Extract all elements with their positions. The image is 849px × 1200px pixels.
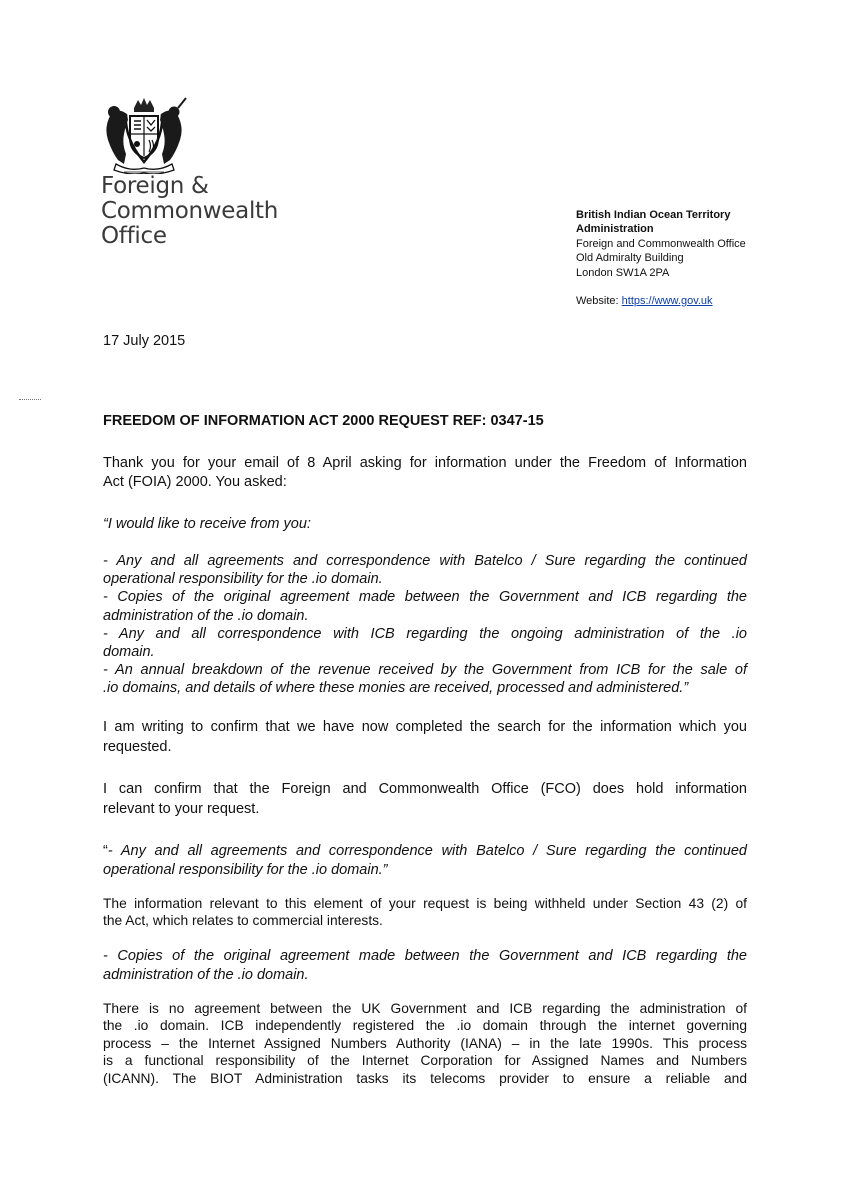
website-label: Website: [576,295,622,308]
element-2-response-line-4: is a functional responsibility of the Internet Corporation for Assigned Names and Numbers [103,1053,747,1069]
element-1-quote [103,842,747,879]
request-3-line-1: - Any and all correspondence with ICB regarding the ongoing administration of the .io [103,625,747,642]
logo-line-1: Foreign & [101,173,209,199]
request-list [103,552,747,698]
element-2-response-line-2: the .io domain. ICB independently registered the .io domain through the internet governing [103,1018,747,1034]
element-1-response-line-2: the Act, which relates to commercial interests. [103,913,383,929]
element-1-response-line-1: The information relevant to this element of your request is being withheld under Section 43 (2) of [103,896,747,911]
address-line-2: Administration [576,223,654,236]
confirm-hold-paragraph [103,779,747,819]
website-row [576,294,746,308]
request-1-line-2: operational responsibility for the .io domain. [103,571,383,588]
request-4-line-2: .io domains, and details of where these monies are received, processed and administered.” [103,680,689,697]
element-1-line-1 [103,842,747,861]
intro-line-2: Act (FOIA) 2000. You asked: [103,473,287,490]
letter-heading: FREEDOM OF INFORMATION ACT 2000 REQUEST REF: 0347-15 [103,413,544,429]
request-2-line-1: - Copies of the original agreement made between the Government and ICB regarding the [103,589,747,606]
element-2-response-line-1: There is no agreement between the UK Government and ICB regarding the administration of [103,1001,747,1016]
logo-line-2: Commonwealth [101,198,279,224]
quote-opening: “I would like to receive from you: [103,516,311,532]
organisation-logotype [101,174,278,249]
dotted-margin-mark [19,399,41,400]
request-4-line-1: - An annual breakdown of the revenue received by the Government from ICB for the sale of [103,662,747,679]
address-line-5: London SW1A 2PA [576,266,670,279]
intro-paragraph [103,454,747,491]
element-1-open-quote: “ [103,843,108,859]
request-2-line-2: administration of the .io domain. [103,607,309,624]
element-2-quote [103,947,747,984]
address-line-3: Foreign and Commonwealth Office [576,237,746,250]
request-1-line-1: - Any and all agreements and correspondence with Batelco / Sure regarding the continued [103,553,747,569]
intro-line-1: Thank you for your email of 8 April asking for information under the Freedom of Information [103,455,747,471]
element-2-line-2: administration of the .io domain. [103,966,309,983]
confirm-hold-line-1: I can confirm that the Foreign and Commonwealth Office (FCO) does hold information [103,781,747,797]
element-1-line-1-text: - Any and all agreements and correspondence with Batelco / Sure regarding the continued [107,843,747,859]
confirm-hold-line-2: relevant to your request. [103,801,260,817]
royal-coat-of-arms-icon [94,94,194,174]
element-2-line-1: - Copies of the original agreement made between the Government and ICB regarding the [103,948,747,964]
element-1-line-2: operational responsibility for the .io domain.” [103,861,388,878]
confirm-search-paragraph [103,717,747,757]
address-line-4: Old Admiralty Building [576,252,684,265]
sender-address [576,208,746,308]
logo-line-3: Office [101,223,167,249]
element-2-response-line-5: (ICANN). The BIOT Administration tasks its telecoms provider to ensure a reliable and [103,1070,747,1086]
confirm-search-line-1: I am writing to confirm that we have now completed the search for the information which you [103,719,747,735]
confirm-search-line-2: requested. [103,739,172,755]
element-2-response [103,1000,747,1087]
address-line-1: British Indian Ocean Territory [576,209,731,221]
letter-date: 17 July 2015 [103,333,186,349]
element-1-response [103,895,747,930]
request-3-line-2: domain. [103,644,155,661]
website-link[interactable]: https://www.gov.uk [621,295,713,308]
element-2-response-line-3: process – the Internet Assigned Numbers Authority (IANA) – in the late 1990s. This process [103,1035,747,1051]
